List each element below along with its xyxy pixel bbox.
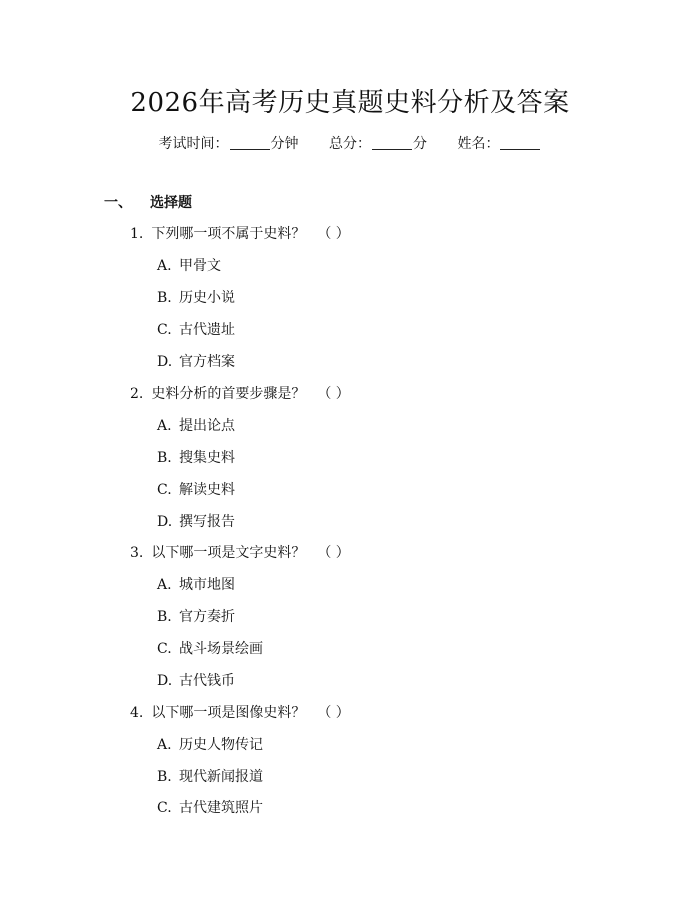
section-heading bbox=[104, 192, 192, 212]
option-letter: A. bbox=[157, 737, 172, 753]
option-letter: B. bbox=[157, 450, 172, 466]
option-2b bbox=[157, 447, 235, 467]
option-text: 现代新闻报道 bbox=[179, 769, 263, 785]
option-text: 古代遗址 bbox=[179, 322, 235, 338]
section-number: 一、 bbox=[104, 195, 132, 211]
option-4a bbox=[157, 734, 263, 754]
question-text: 史料分析的首要步骤是？ bbox=[151, 386, 306, 402]
option-text: 提出论点 bbox=[179, 418, 235, 434]
option-letter: B. bbox=[157, 290, 172, 306]
question-1 bbox=[130, 223, 350, 243]
option-letter: D. bbox=[157, 354, 173, 370]
option-text: 战斗场景绘画 bbox=[179, 641, 263, 657]
option-text: 搜集史料 bbox=[179, 450, 235, 466]
section-title: 选择题 bbox=[150, 195, 192, 211]
question-number: 3. bbox=[130, 545, 144, 561]
option-1a bbox=[157, 255, 221, 275]
question-text: 以下哪一项是图像史料？ bbox=[151, 705, 306, 721]
option-text: 撰写报告 bbox=[179, 514, 235, 530]
option-1c bbox=[157, 319, 235, 339]
option-text: 城市地图 bbox=[179, 577, 235, 593]
question-number: 1. bbox=[130, 226, 144, 242]
exam-score bbox=[329, 133, 427, 153]
score-label: 总分： bbox=[329, 136, 371, 152]
time-unit: 分钟 bbox=[270, 136, 299, 152]
option-letter: B. bbox=[157, 609, 172, 625]
option-letter: C. bbox=[157, 322, 172, 338]
page-title: 2026年高考历史真题史料分析及答案 bbox=[130, 88, 570, 118]
time-blank bbox=[230, 149, 270, 150]
option-text: 历史人物传记 bbox=[179, 737, 263, 753]
option-letter: A. bbox=[157, 258, 172, 274]
option-text: 历史小说 bbox=[179, 290, 235, 306]
time-label: 考试时间： bbox=[158, 136, 229, 152]
option-3a bbox=[157, 574, 235, 594]
option-2d bbox=[157, 511, 235, 531]
question-text: 以下哪一项是文字史料？ bbox=[151, 545, 306, 561]
score-blank bbox=[372, 149, 412, 150]
option-letter: C. bbox=[157, 641, 172, 657]
option-3b bbox=[157, 606, 235, 626]
exam-meta bbox=[0, 133, 700, 153]
option-letter: D. bbox=[157, 673, 173, 689]
score-unit: 分 bbox=[413, 136, 427, 152]
name-label: 姓名： bbox=[457, 136, 500, 152]
answer-blank: （ ） bbox=[317, 545, 350, 561]
option-4c bbox=[157, 797, 263, 817]
option-letter: A. bbox=[157, 418, 172, 434]
option-text: 官方档案 bbox=[179, 354, 235, 370]
option-text: 古代建筑照片 bbox=[179, 800, 263, 816]
option-letter: C. bbox=[157, 800, 172, 816]
exam-name bbox=[457, 133, 541, 153]
question-text: 下列哪一项不属于史料？ bbox=[151, 226, 306, 242]
option-3c bbox=[157, 638, 263, 658]
question-number: 4. bbox=[130, 705, 144, 721]
question-4 bbox=[130, 702, 350, 722]
option-1b bbox=[157, 287, 235, 307]
option-4b bbox=[157, 766, 263, 786]
answer-blank: （ ） bbox=[317, 705, 350, 721]
option-text: 解读史料 bbox=[179, 482, 235, 498]
option-letter: B. bbox=[157, 769, 172, 785]
option-letter: D. bbox=[157, 514, 173, 530]
option-letter: A. bbox=[157, 577, 172, 593]
question-2 bbox=[130, 383, 350, 403]
option-text: 古代钱币 bbox=[179, 673, 235, 689]
answer-blank: （ ） bbox=[317, 386, 350, 402]
option-text: 甲骨文 bbox=[179, 258, 221, 274]
option-letter: C. bbox=[157, 482, 172, 498]
question-number: 2. bbox=[130, 386, 144, 402]
option-3d bbox=[157, 670, 235, 690]
option-2c bbox=[157, 479, 235, 499]
option-2a bbox=[157, 415, 235, 435]
option-text: 官方奏折 bbox=[179, 609, 235, 625]
answer-blank: （ ） bbox=[317, 226, 350, 242]
name-blank bbox=[500, 149, 540, 150]
question-3 bbox=[130, 542, 350, 562]
option-1d bbox=[157, 351, 235, 371]
exam-time bbox=[159, 133, 299, 153]
